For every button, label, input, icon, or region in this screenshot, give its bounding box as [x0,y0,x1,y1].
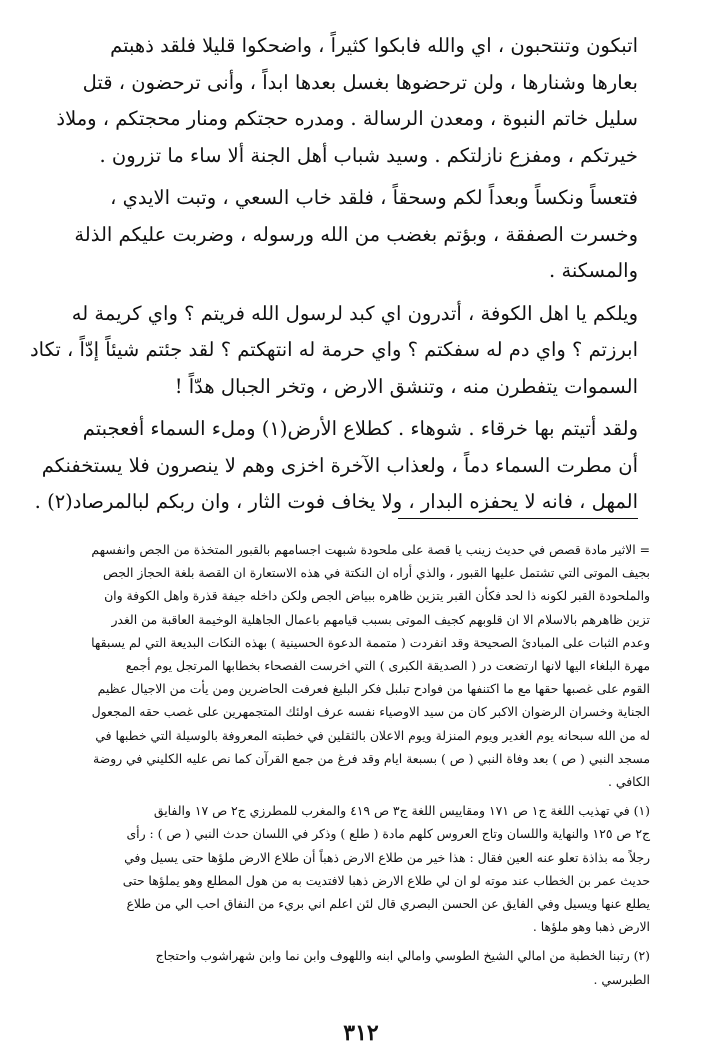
footnote-line: والملحودة القبر لكونه ذا لحد فكأن القبر يتزين ظاهره ببياض الجص ولكن داخله جيفة قذرة واهل الكوفة وان [104,588,650,604]
footnote-2 [64,944,650,990]
footnote-divider [398,518,638,519]
text-line: سليل خاتم النبوة ، ومعدن الرسالة . ومدره حجتكم ومنار محجتكم ، وملاذ [56,107,638,130]
footnote-line: حديث عمر بن الخطاب عند موته لو ان لي طلاع الارض ذهبا لافتديت به من هول المطلع وهو يملؤها حتى [122,872,650,888]
text-line: السموات يتفطرن منه ، وتنشق الارض ، وتخر الجبال هدّاً ! [174,374,638,398]
footnote-line: الكافي . [608,774,650,790]
footnotes [64,538,650,997]
text-line: ولقد أتيتم بها خرقاء . شوهاء . كطلاع الأرض(١) وملء السماء أفعجبتم [82,417,638,440]
footnote-line: له من الله سبحانه يوم الغدير ويوم المنزلة ويوم الاعلان بالثقلين في خطبته المعروفة بالوسيلة التي خطبها في [95,727,650,743]
text-line: بعارها وشنارها ، ولن ترحضوها بغسل بعدها ابداً ، وأنى ترحضون ، قتل [82,70,638,94]
footnote-line: بجيف الموتى التي تشتمل عليها القبور ، والذي أراه ان النكتة في هذه الاستعارة ان القصة بلغة الحجاز الجص [103,565,650,581]
paragraph-3 [29,296,638,406]
text-line: وخسرت الصفقة ، وبؤتم بغضب من الله ورسوله ، وضربت عليكم الذلة [74,222,638,246]
footnote-1 [64,799,650,938]
footnote-line: الطبرسي . [593,971,650,987]
text-line: ابرزتم ؟ واي دم له سفكتم ؟ واي حرمة له انتهكتم ؟ لقد جئتم شيئاً إدّاً ، تكاد [29,338,638,361]
text-line: المهل ، فانه لا يحفزه البدار ، ولا يخاف فوت الثار ، وان ربكم لبالمرصاد(٢) . [34,490,638,513]
footnote-line: (١) في تهذيب اللغة ج١ ص ١٧١ ومقاييس اللغة ج٣ ص ٤١٩ والمغرب للمطرزي ج٢ ص ١٧ والفايق [153,803,650,819]
footnote-line: القوم على غصبها حقها مع ما اكتنفها من فوادح تبلبل فكر البليغ فعرفت الحاضرين ومن يأت من الاجيال عظيم [97,681,650,697]
footnote-line: (٢) رتبنا الخطبة من امالي الشيخ الطوسي وامالي ابنه واللهوف وابن نما وابن شهراشوب واحتجاج [155,948,650,964]
footnote-line: ج٢ ص ١٢٥ والنهاية واللسان وتاج العروس كلهم مادة ( طلع ) وذكر في اللسان حدث النبي ( ص ) : رأى [126,826,650,842]
paragraph-4 [34,411,638,521]
footnote-line: رجلاً مه بذاذة تعلو عنه العين فقال : هذا خير من طلاع الارض ذهباً أن طلاع الارض ملؤها حتى يسيل وفي [124,849,650,865]
text-line: اتبكون وتنتحبون ، اي والله فابكوا كثيراً ، واضحكوا قليلا فلقد ذهبتم [110,34,638,57]
footnote-line: الارض ذهبا وهو ملؤها . [532,919,650,935]
footnote-line: = الاثير مادة قصص في حديث زينب يا قصة على ملحودة شبهت اجسامهم بالقبور المتخذة من الجص وانفسهم [91,542,650,557]
text-line: خيرتكم ، ومفزع نازلتكم . وسيد شباب أهل الجنة ألا ساء ما تزرون . [99,143,638,167]
paragraph-2 [72,180,638,290]
footnote-line: تزين ظاهرهم بالاسلام الا ان قلوبهم كجيف الموتى بسبب قيامهم باعمال الجاهلية الوخيمة العاقبة من الغدر [111,611,650,627]
footnote-continued [64,538,650,793]
text-line: أن مطرت السماء دماً ، ولعذاب الآخرة اخزى وهم لا ينصرون فلا يستخفنكم [41,453,638,477]
footnote-line: وعدم الثبات على المبادئ الصحيحة وقد انفردت ( متممة الدعوة الحسينية ) بهذه النكات البديعة التي لم يسبقها [91,634,650,650]
text-line: والمسكنة . [549,259,638,282]
text-line: فتعساً ونكساً وبعداً لكم وسحقاً ، فلقد خاب السعي ، وتبت الايدي ، [110,186,638,209]
footnote-line: مسجد النبي ( ص ) بعد وفاة النبي ( ص ) بسبعة ايام وقد فرغ من جمع القرآن كما نص عليه الكليني في روضة [92,750,650,766]
footnote-line: الجناية وخسران الرضوان الاكبر كان من سيد الاوصياء نفسه عرف اولئك المتجمهرين على غصب حقه المجعول [91,704,650,720]
footnote-line: مهرة البلغاء اليها لانها ارتضعت در ( الصديقة الكبرى ) التي اخرست الفصحاء بخطابها المرتجل يوم أجمع [125,658,650,674]
paragraph-1 [56,28,638,174]
footnote-line: يطلع عنها ويسيل وفي الفايق عن الحسن البصري قال لئن اعلم اني بريء من النفاق احب الي من طلاع [126,896,650,912]
page-number: ٣١٢ [343,1020,379,1046]
text-line: ويلكم يا اهل الكوفة ، أتدرون اي كبد لرسول الله فريتم ؟ واي كريمة له [71,301,638,325]
main-text [29,28,638,527]
